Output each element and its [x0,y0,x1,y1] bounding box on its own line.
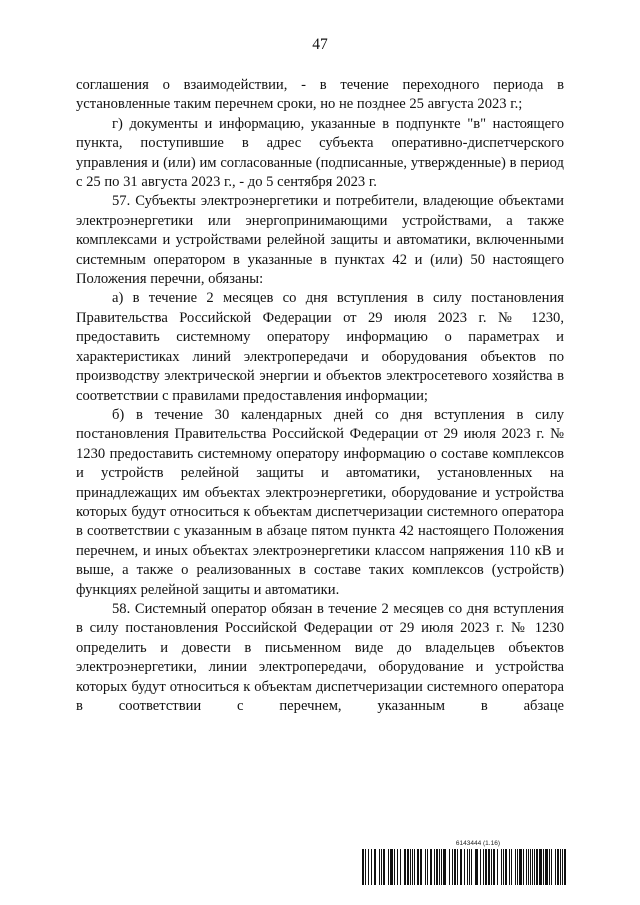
paragraph-subitem-g: г) документы и информацию, указанные в подпункте "в" настоящего пункта, поступившие в адрес субъекта оперативно-диспетчерского управления и (или) им согласованные (подписанные, утвержденные) в период с 25 по 31 августа 2023 г., - до 5 сентября 2023 г. [76,115,564,191]
page-number: 47 [312,36,328,53]
paragraph-subitem-a: а) в течение 2 месяцев со дня вступления в силу постановления Правительства Российской Федерации от 29 июля 2023 г. № 1230, предоставить системному оператору информацию о параметрах и характеристиках линий электропередачи и оборудования объектов по производству электрической энергии и объектов электросетевого хозяйства в соответствии с правилами предоставления информации; [76,290,564,404]
barcode-icon [362,849,568,885]
barcode-caption: 6143444 (1.16) [455,840,500,847]
paragraph-subitem-b: б) в течение 30 календарных дней со дня вступления в силу постановления Правительства Российской Федерации от 29 июля 2023 г. № 1230 предоставить системному оператору информацию о составе комплексов и устройств релейной защиты и автоматики, установленных на принадлежащих им объектах электроэнергетики, оборудование и устройства которых будут относиться к объектам диспетчеризации системного оператора в соответствии с указанным в абзаце пятом пункта 42 настоящего Положения перечнем, и иных объектах электроэнергетики классом напряжения 110 кВ и выше, а также о реализованных в составе таких комплексов (устройств) функциях релейной защиты и автоматики. [76,406,564,598]
paragraph-item-58: 58. Системный оператор обязан в течение 2 месяцев со дня вступления в силу постановления Российской Федерации от 29 июля 2023 г. № 1230 определить и довести в письменном виде до владельцев объектов электроэнергетики, линии электропередачи, оборудование и устройства которых будут относиться к объектам диспетчеризации системного оператора в соответствии с перечнем, указанным в абзаце [76,600,564,714]
paragraph-continuation: соглашения о взаимодействии, - в течение переходного периода в установленные таким перечнем сроки, но не позднее 25 августа 2023 г.; [76,77,564,113]
paragraph-item-57: 57. Субъекты электроэнергетики и потребители, владеющие объектами электроэнергетики или энергопринимающими устройствами, а также комплексами и устройствами релейной защиты и автоматики, включенными системным оператором в указанные в пунктах 42 и (или) 50 настоящего Положения перечни, обязаны: [76,193,564,288]
document-body [76,76,564,716]
